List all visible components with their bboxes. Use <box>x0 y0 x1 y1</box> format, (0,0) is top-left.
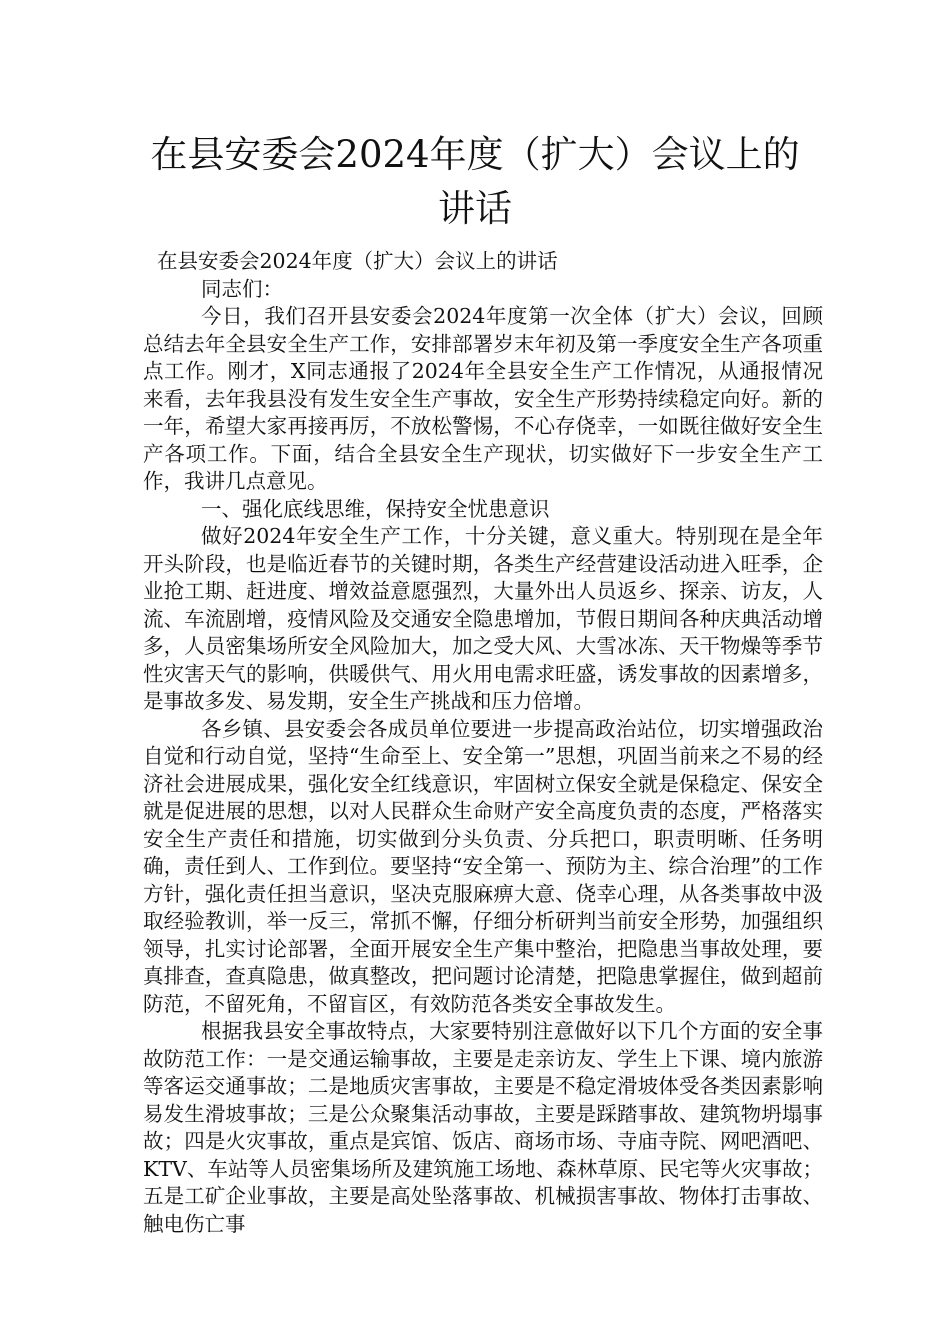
document-title: 在县安委会2024年度（扩大）会议上的讲话 <box>150 133 800 230</box>
document-body <box>143 248 823 1238</box>
section-heading: 一、强化底线思维，保持安全忧患意识 <box>201 496 550 521</box>
document-subtitle: 在县安委会2024年度（扩大）会议上的讲话 <box>157 249 558 273</box>
paragraph: 根据我县安全事故特点，大家要特别注意做好以下几个方面的安全事故防范工作：一是交通运输事故，主要是走亲访友、学生上下课、境内旅游等客运交通事故；二是地质灾害事故，主要是不稳定滑坡体受各类因素影响易发生滑坡事故；三是公众聚集活动事故，主要是踩踏事故、建筑物坍塌事故；四是火灾事故，重点是宾馆、饭店、商场市场、寺庙寺院、网吧酒吧、KTV、车站等人员密集场所及建筑施工场地、森林草原、民宅等火灾事故；五是工矿企业事故，主要是高处坠落事故、机械损害事故、物体打击事故、触电伤亡事 <box>143 1019 823 1236</box>
paragraph-intro: 今日，我们召开县安委会2024年度第一次全体（扩大）会议，回顾总结去年全县安全生产工作，安排部署岁末年初及第一季度安全生产各项重点工作。刚才，X同志通报了2024年全县安全生产工作情况，从通报情况来看，去年我县没有发生安全生产事故，安全生产形势持续稳定向好。新的一年，希望大家再接再厉，不放松警惕，不心存侥幸，一如既往做好安全生产各项工作。下面，结合全县安全生产现状，切实做好下一步安全生产工作，我讲几点意见。 <box>143 304 823 493</box>
paragraph: 各乡镇、县安委会各成员单位要进一步提高政治站位，切实增强政治自觉和行动自觉，坚持“生命至上、安全第一”思想，巩固当前来之不易的经济社会进展成果，强化安全红线意识，牢固树立保安全就是保稳定、保安全就是促进展的思想，以对人民群众生命财产安全高度负责的态度，严格落实安全生产责任和措施，切实做到分头负责、分兵把口，职责明晰、任务明确，责任到人、工作到位。要坚持“安全第一、预防为主、综合治理”的工作方针，强化责任担当意识，坚决克服麻痹大意、侥幸心理，从各类事故中汲取经验教训，举一反三，常抓不懈，仔细分析研判当前安全形势，加强组织领导，扎实讨论部署，全面开展安全生产集中整治，把隐患当事故处理，要真排查，查真隐患，做真整改，把问题讨论清楚，把隐患掌握住，做到超前防范，不留死角，不留盲区，有效防范各类安全事故发生。 <box>143 716 823 1016</box>
salutation: 同志们： <box>201 276 283 301</box>
paragraph: 做好2024年安全生产工作，十分关键，意义重大。特别现在是全年开头阶段，也是临近春节的关键时期，各类生产经营建设活动进入旺季，企业抢工期、赶进度、增效益意愿强烈，大量外出人员返乡、探亲、访友，人流、车流剧增，疫情风险及交通安全隐患增加，节假日期间各种庆典活动增多，人员密集场所安全风险加大，加之受大风、大雪冰冻、天干物燥等季节性灾害天气的影响，供暖供气、用火用电需求旺盛，诱发事故的因素增多，是事故多发、易发期，安全生产挑战和压力倍增。 <box>143 524 823 713</box>
